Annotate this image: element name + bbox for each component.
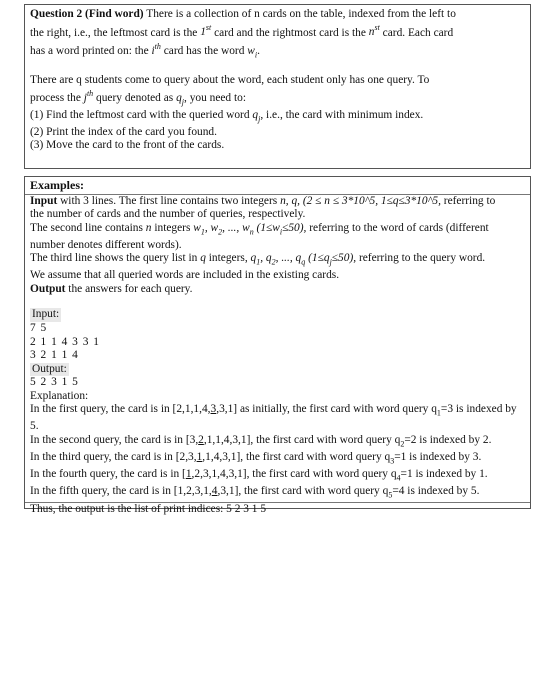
- explanation-line-2: 5.: [30, 420, 39, 433]
- input-spec-line-1: Input with 3 lines. The first line contains two integers n, q, (2 ≤ n ≤ 3*10^5, 1≤q≤3*10^5, referring to: [30, 194, 496, 207]
- input-label: Input:: [32, 308, 60, 321]
- examples-title: Examples:: [30, 178, 84, 192]
- input-line-2: 2 1 1 4 3 3 1: [30, 335, 100, 348]
- input-spec-line-2: the number of cards and the number of queries, respectively.: [30, 208, 306, 221]
- question-heading: Question 2 (Find word): [30, 8, 144, 20]
- question-line-2: the right, i.e., the leftmost card is the 1st card and the rightmost card is the $n^{st}$ card. Each card: [30, 23, 454, 39]
- input-line-1: 7 5: [30, 321, 48, 334]
- question-box: [24, 4, 531, 169]
- question-line-1: Question 2 (Find word) There is a collection of n cards on the table, indexed from the left to: [30, 8, 456, 20]
- explanation-line-1: In the first query, the card is in [2,1,1,4,3,3,1] as initially, the first card with word query $q_1=3$ is indexed by: [30, 403, 517, 418]
- input-spec-line-7: Output the answers for each query.: [30, 282, 193, 295]
- explanation-line-6: In the fifth query, the card is in [1,2,3,1,4,3,1], the first card with word query $q_5=4$ is indexed by 5.: [30, 484, 480, 499]
- explanation-line-4: In the third query, the card is in [2,3,1,1,4,3,1], the first card with word query $q_3=1$ is indexed by 3.: [30, 450, 482, 466]
- input-spec-line-5: The third line shows the query list in q integers, $q_1$, $q_2$, ..., $q_q$ $(1\le q_j\le 50)$, referring to the query word.: [30, 252, 486, 267]
- question-line-3: has a word printed on: the $i^{th}$ card has the word $w_i$.: [30, 41, 260, 60]
- input-line-3: 3 2 1 1 4: [30, 349, 79, 362]
- question-step-1: (1) Find the leftmost card with the queried word $q_j$, i.e., the card with minimum index.: [30, 108, 424, 124]
- examples-box: [24, 176, 531, 516]
- explanation-line-3: In the second query, the card is in [3,2,1,1,4,3,1], the first card with word query $q_2=2$ is indexed by 2.: [30, 433, 492, 449]
- explanation-summary: Thus, the output is the list of print indices: 5 2 3 1 5: [30, 503, 267, 516]
- input-spec-line-3: The second line contains n integers $w_1$, $w_2$, ..., $w_n$ $(1\le w_i\le 50)$, referring to the word of cards (different: [30, 221, 489, 237]
- question-step-3: (3) Move the card to the front of the cards.: [30, 139, 225, 152]
- output-line: 5 2 3 1 5: [30, 376, 79, 389]
- input-spec-line-4: number denotes different words).: [30, 238, 182, 251]
- input-spec-line-6: We assume that all queried words are included in the existing cards.: [30, 269, 340, 282]
- explanation-label: Explanation:: [30, 389, 89, 402]
- output-label: Output:: [32, 362, 67, 375]
- question-step-2: (2) Print the index of the card you found.: [30, 125, 217, 138]
- question-p2-line-1: There are q students come to query about the word, each student only has one query. To: [30, 73, 430, 86]
- question-p2-line-2: process the $j^{th}$ query denoted as $q_j$, you need to:: [30, 89, 247, 107]
- explanation-line-5: In the fourth query, the card is in [1,2,3,1,4,3,1], the first card with word query $q_4=1$ is indexed by 1.: [30, 467, 488, 482]
